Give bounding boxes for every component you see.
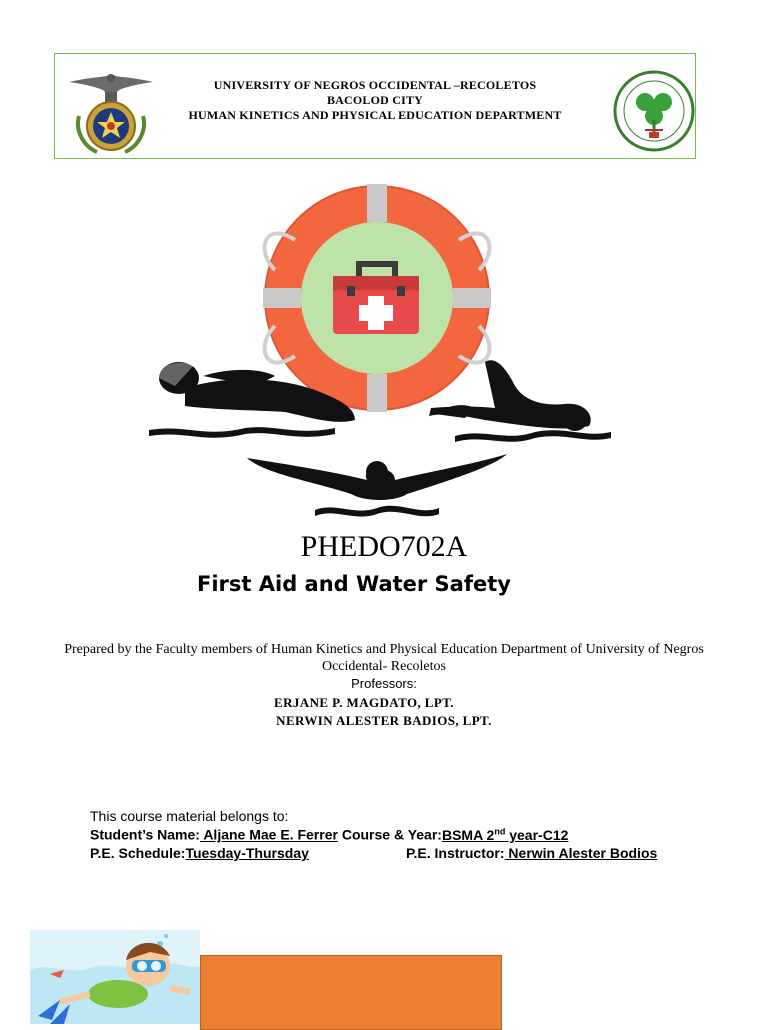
course-year-sup: nd [494,826,506,836]
university-name: UNIVERSITY OF NEGROS OCCIDENTAL –RECOLETOS [213,78,537,92]
instructor-row [406,845,657,861]
prepared-by [58,641,710,692]
course-year-rest: year-C12 [505,826,569,843]
swimmer-butterfly-icon [247,454,507,517]
department-name: HUMAN KINETICS AND PHYSICAL EDUCATION DEPARTMENT [188,108,562,122]
professors-label: Professors: [351,676,417,691]
professor-1: ERJANE P. MAGDATO, LPT. [274,695,454,710]
prepared-line: Prepared by the Faculty members of Human Kinetics and Physical Education Department of University of Negros Occidental- Recoletos [64,642,704,674]
student-name-value: Aljane Mae E. Ferrer [199,826,338,843]
course-year-label: Course & Year: [337,826,442,843]
student-name-row [90,826,568,843]
course-code: PHEDO702A [300,530,468,563]
orange-box [200,955,502,1030]
hero-illustration [145,180,615,520]
course-year-value [442,827,568,843]
instructor-label: P.E. Instructor: [406,845,505,861]
course-year-main: BSMA 2 [441,826,495,843]
college-of-arts-and-sciences-seal-icon [611,70,697,152]
header-text [55,78,695,123]
schedule-value: Tuesday-Thursday [185,845,309,861]
belongs-label: This course material belongs to: [90,808,289,824]
header-box [54,53,696,159]
schedule-row [90,845,309,861]
professor-2: NERWIN ALESTER BADIOS, LPT. [276,713,492,728]
instructor-value: Nerwin Alester Bodios [504,845,658,861]
schedule-label: P.E. Schedule: [90,845,186,861]
student-name-label: Student’s Name: [90,826,200,843]
city-name: BACOLOD CITY [326,93,424,107]
swimming-kid-icon [30,930,200,1024]
course-title: First Aid and Water Safety [197,572,511,596]
